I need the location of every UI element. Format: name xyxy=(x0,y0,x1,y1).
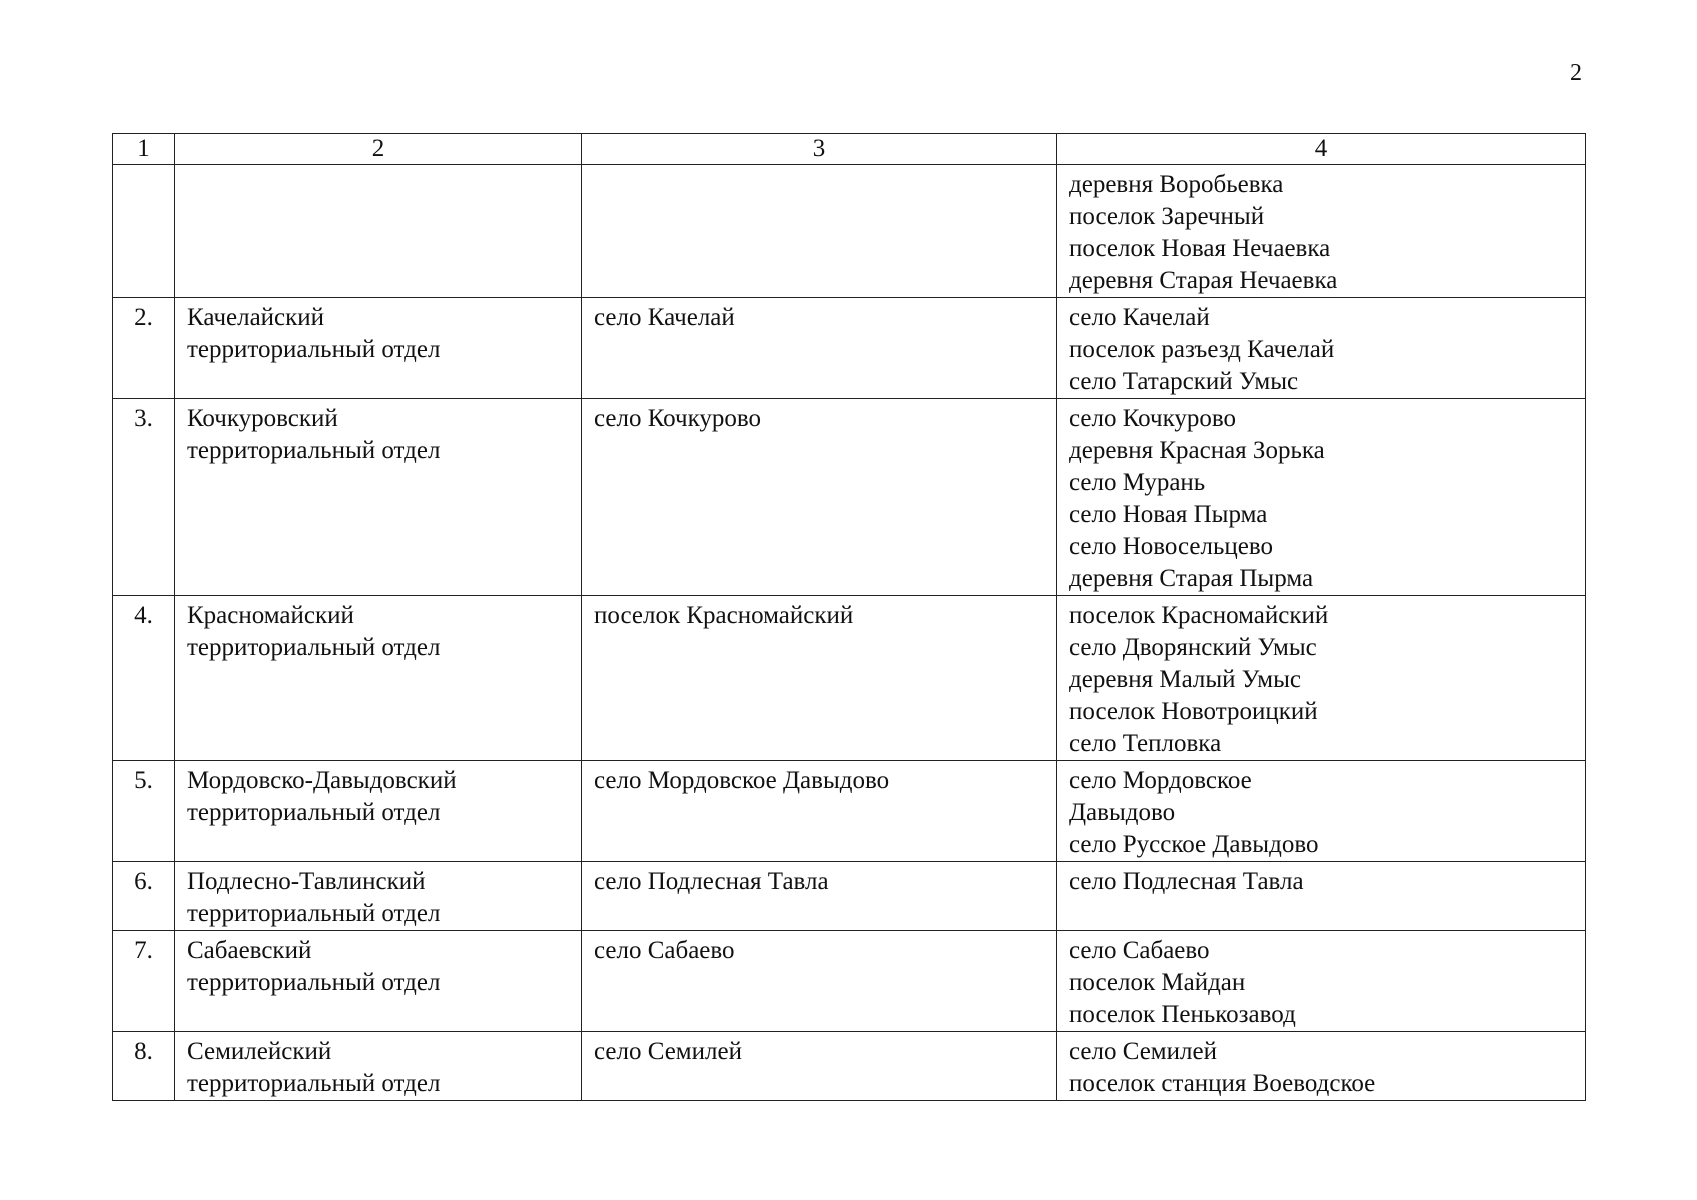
center-name: село Качелай xyxy=(594,304,735,331)
administrative-center xyxy=(582,761,1057,862)
territorial-department-name xyxy=(175,298,582,399)
table-body xyxy=(113,134,1586,1101)
column-header-1: 1 xyxy=(113,134,175,165)
settlements-cell xyxy=(1057,298,1586,399)
department-name-line: Качелайский xyxy=(187,304,325,331)
row-number xyxy=(113,165,175,298)
settlement-list xyxy=(1069,935,1573,1031)
settlement-list xyxy=(1069,866,1573,898)
table-row xyxy=(113,596,1586,761)
table-header-row xyxy=(113,134,1586,165)
column-header-3: 3 xyxy=(582,134,1057,165)
row-number: 8. xyxy=(113,1032,175,1101)
table-row xyxy=(113,1032,1586,1101)
settlement-item: поселок Заречный xyxy=(1069,203,1265,230)
settlement-item: село Новосельцево xyxy=(1069,533,1274,560)
settlement-item: деревня Старая Нечаевка xyxy=(1069,267,1338,294)
settlement-item: село Мордовское xyxy=(1069,767,1252,794)
settlement-item: село Дворянский Умыс xyxy=(1069,634,1317,661)
center-name: село Семилей xyxy=(594,1038,742,1065)
row-number: 3. xyxy=(113,399,175,596)
department-name-line: территориальный отдел xyxy=(187,799,441,826)
settlement-item: село Тепловка xyxy=(1069,730,1222,757)
settlement-list xyxy=(1069,169,1573,297)
table-row xyxy=(113,399,1586,596)
settlement-item: поселок Майдан xyxy=(1069,969,1246,996)
row-number: 6. xyxy=(113,862,175,931)
table-row xyxy=(113,862,1586,931)
settlements-cell xyxy=(1057,862,1586,931)
territorial-department-name xyxy=(175,862,582,931)
settlement-list xyxy=(1069,600,1573,760)
department-name-line: Мордовско-Давыдовский xyxy=(187,767,457,794)
territorial-department-name xyxy=(175,1032,582,1101)
row-number: 4. xyxy=(113,596,175,761)
settlement-item: поселок Новая Нечаевка xyxy=(1069,235,1331,262)
settlement-item: деревня Малый Умыс xyxy=(1069,666,1302,693)
department-name-line: Семилейский xyxy=(187,1038,332,1065)
settlements-cell xyxy=(1057,1032,1586,1101)
settlement-item: деревня Воробьевка xyxy=(1069,171,1284,198)
settlements-cell xyxy=(1057,399,1586,596)
settlement-item: село Татарский Умыс xyxy=(1069,368,1299,395)
settlement-item: село Качелай xyxy=(1069,304,1210,331)
administrative-center xyxy=(582,931,1057,1032)
department-name-line: территориальный отдел xyxy=(187,336,441,363)
center-name: село Мордовское Давыдово xyxy=(594,767,890,794)
center-name: село Кочкурово xyxy=(594,405,762,432)
center-name: поселок Красномайский xyxy=(594,602,854,629)
settlements-cell xyxy=(1057,165,1586,298)
column-header-4: 4 xyxy=(1057,134,1586,165)
row-number: 5. xyxy=(113,761,175,862)
column-header-2: 2 xyxy=(175,134,582,165)
settlements-table xyxy=(112,133,1586,1101)
settlement-list xyxy=(1069,302,1573,398)
territorial-department-name xyxy=(175,761,582,862)
row-number: 2. xyxy=(113,298,175,399)
administrative-center xyxy=(582,399,1057,596)
department-name-line: Подлесно-Тавлинский xyxy=(187,868,426,895)
settlements-cell xyxy=(1057,931,1586,1032)
settlement-list xyxy=(1069,765,1573,861)
administrative-center xyxy=(582,298,1057,399)
administrative-center xyxy=(582,165,1057,298)
row-number: 7. xyxy=(113,931,175,1032)
page-number: 2 xyxy=(1570,60,1582,86)
administrative-center xyxy=(582,862,1057,931)
settlement-item: поселок разъезд Качелай xyxy=(1069,336,1335,363)
settlements-cell xyxy=(1057,596,1586,761)
settlement-item: село Семилей xyxy=(1069,1038,1217,1065)
center-name: село Сабаево xyxy=(594,937,735,964)
department-name-line: территориальный отдел xyxy=(187,634,441,661)
department-name-line: Сабаевский xyxy=(187,937,312,964)
department-name-line: Красномайский xyxy=(187,602,354,629)
settlement-list xyxy=(1069,403,1573,595)
department-name-line: территориальный отдел xyxy=(187,969,441,996)
table-row xyxy=(113,165,1586,298)
settlement-item: село Кочкурово xyxy=(1069,405,1237,432)
administrative-center xyxy=(582,1032,1057,1101)
department-name-line: территориальный отдел xyxy=(187,437,441,464)
settlement-item: поселок Пенькозавод xyxy=(1069,1001,1296,1028)
settlement-item: поселок станция Воеводское xyxy=(1069,1070,1376,1097)
territorial-department-name xyxy=(175,596,582,761)
department-name-line: территориальный отдел xyxy=(187,1070,441,1097)
settlement-item: поселок Красномайский xyxy=(1069,602,1329,629)
territorial-department-name xyxy=(175,931,582,1032)
settlement-item: село Мурань xyxy=(1069,469,1206,496)
center-name: село Подлесная Тавла xyxy=(594,868,829,895)
settlement-item: деревня Старая Пырма xyxy=(1069,565,1314,592)
settlement-item: Давыдово xyxy=(1069,799,1176,826)
settlement-item: деревня Красная Зорька xyxy=(1069,437,1325,464)
department-name-line: территориальный отдел xyxy=(187,900,441,927)
administrative-center xyxy=(582,596,1057,761)
territorial-department-name xyxy=(175,165,582,298)
settlement-item: село Сабаево xyxy=(1069,937,1210,964)
settlement-list xyxy=(1069,1036,1573,1100)
settlement-item: село Новая Пырма xyxy=(1069,501,1268,528)
table-row xyxy=(113,298,1586,399)
table-row xyxy=(113,931,1586,1032)
territorial-department-name xyxy=(175,399,582,596)
settlement-item: село Русское Давыдово xyxy=(1069,831,1319,858)
settlement-item: село Подлесная Тавла xyxy=(1069,868,1304,895)
settlements-cell xyxy=(1057,761,1586,862)
table-row xyxy=(113,761,1586,862)
department-name-line: Кочкуровский xyxy=(187,405,338,432)
settlement-item: поселок Новотроицкий xyxy=(1069,698,1318,725)
